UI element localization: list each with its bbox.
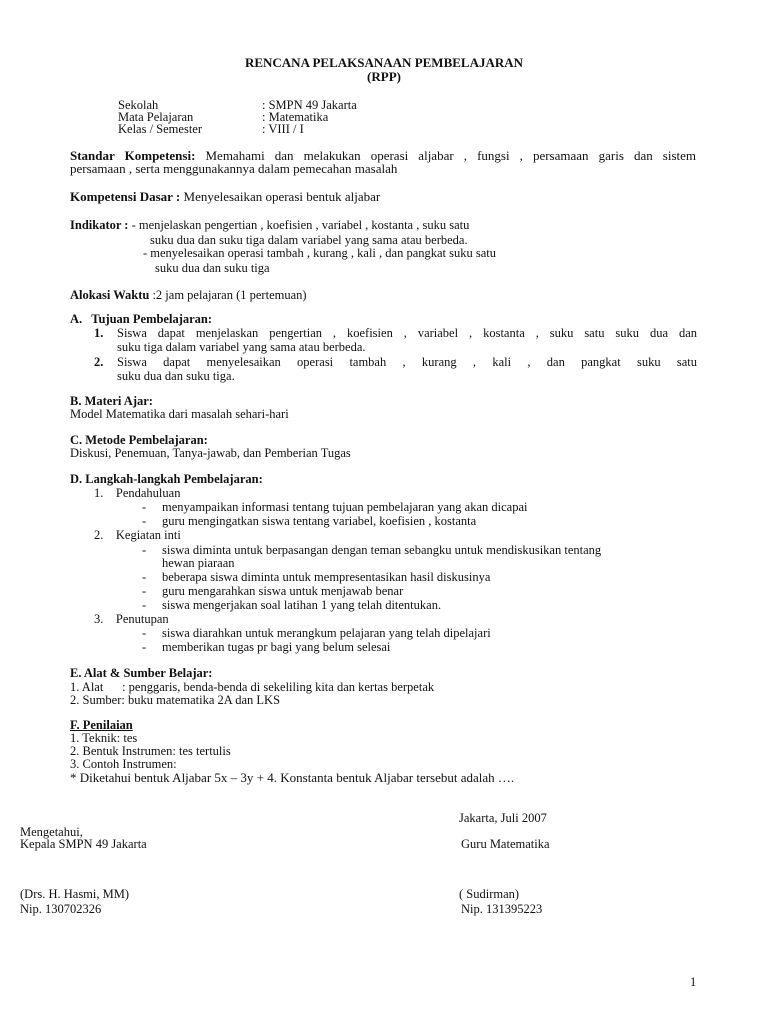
sign-right-name: ( Sudirman) xyxy=(459,887,520,901)
langkah-p2-item2: beberapa siswa diminta untuk mempresentasikan hasil diskusinya xyxy=(162,570,491,584)
metode-heading: C. Metode Pembelajaran: xyxy=(70,433,208,447)
metode-text: Diskusi, Penemuan, Tanya-jawab, dan Pemberian Tugas xyxy=(70,446,351,460)
indikator-item2-line2: suku dua dan suku tiga xyxy=(155,261,270,275)
page-subtitle: (RPP) xyxy=(367,69,401,84)
indikator-item1-line2: suku dua dan suku tiga dalam variabel yang sama atau berbeda. xyxy=(150,233,468,247)
alat-line2: 2. Sumber: buku matematika 2A dan LKS xyxy=(70,693,281,707)
sign-left-line2: Kepala SMPN 49 Jakarta xyxy=(20,837,147,851)
langkah-p2-item3: guru mengarahkan siswa untuk menjawab benar xyxy=(162,584,404,598)
langkah-p2-item1-cont: hewan piaraan xyxy=(162,556,235,570)
langkah-dash: - xyxy=(142,570,147,584)
sign-right-role: Guru Matematika xyxy=(461,837,550,851)
alat-line1: 1. Alat : penggaris, benda-benda di sekeliling kita dan kertas berpetak xyxy=(70,680,435,694)
kompetensi-text: Menyelesaikan operasi bentuk aljabar xyxy=(183,189,381,204)
indikator-line1 xyxy=(70,218,469,232)
indikator-label: Indikator : xyxy=(70,218,129,232)
tujuan-item2-num: 2. xyxy=(94,355,104,369)
sign-left-nip: Nip. 130702326 xyxy=(20,902,102,916)
langkah-dash: - xyxy=(142,514,147,528)
langkah-p3-item1: siswa diarahkan untuk merangkum pelajaran yang telah dipelajari xyxy=(162,626,491,640)
penilaian-line3: 3. Contoh Instrumen: xyxy=(70,757,177,771)
penilaian-line2: 2. Bentuk Instrumen: tes tertulis xyxy=(70,744,231,758)
langkah-p2-item1: siswa diminta untuk berpasangan dengan teman sebangku untuk mendiskusikan tentang xyxy=(162,543,602,557)
langkah-dash: - xyxy=(142,500,147,514)
penilaian-line1: 1. Teknik: tes xyxy=(70,731,138,745)
langkah-dash: - xyxy=(142,626,147,640)
kompetensi-label: Kompetensi Dasar : xyxy=(70,189,181,204)
indikator-item2-line1: - menyelesaikan operasi tambah , kurang , kali , dan pangkat suku satu xyxy=(143,246,497,260)
identity-label-school: Sekolah xyxy=(118,98,159,112)
tujuan-item1-num: 1. xyxy=(94,326,104,340)
alokasi-line xyxy=(70,288,307,302)
identity-label-class: Kelas / Semester xyxy=(118,122,203,136)
tujuan-heading: A. Tujuan Pembelajaran: xyxy=(70,312,213,326)
tujuan-item2-line1: Siswa dapat menyelesaikan operasi tambah , kurang , kali , dan pangkat suku satu xyxy=(117,355,697,369)
langkah-dash: - xyxy=(142,640,147,654)
materi-heading: B. Materi Ajar: xyxy=(70,394,153,408)
langkah-penutupan: 3. Penutupan xyxy=(94,612,169,626)
langkah-p1-item1: menyampaikan informasi tentang tujuan pembelajaran yang akan dicapai xyxy=(162,500,528,514)
langkah-p2-item4: siswa mengerjakan soal latihan 1 yang telah ditentukan. xyxy=(162,598,442,612)
materi-text: Model Matematika dari masalah sehari-hari xyxy=(70,407,289,421)
langkah-kegiatan-inti: 2. Kegiatan inti xyxy=(94,528,181,542)
sign-left-line1: Mengetahui, xyxy=(20,825,83,839)
langkah-pendahuluan: 1. Pendahuluan xyxy=(94,486,181,500)
place-date: Jakarta, Juli 2007 xyxy=(459,811,547,825)
identity-value-class: : VIII / I xyxy=(262,122,304,136)
identity-value-school: : SMPN 49 Jakarta xyxy=(262,98,357,112)
standar-line2: persamaan , serta menggunakannya dalam pemecahan masalah xyxy=(70,161,398,176)
tujuan-item2-line2: suku dua dan suku tiga. xyxy=(117,369,235,383)
identity-label-subject: Mata Pelajaran xyxy=(118,110,194,124)
kompetensi-line xyxy=(70,190,380,204)
page-title: RENCANA PELAKSANAAN PEMBELAJARAN xyxy=(244,55,524,70)
langkah-dash: - xyxy=(142,584,147,598)
tujuan-item1-line2: suku tiga dalam variabel yang sama atau berbeda. xyxy=(117,340,366,354)
penilaian-heading: F. Penilaian xyxy=(70,718,133,732)
page-number: 1 xyxy=(690,975,697,989)
tujuan-item1-line1: Siswa dapat menjelaskan pengertian , koefisien , variabel , kostanta , suku satu suku dua dan xyxy=(117,326,697,340)
standar-text-1: Memahami dan melakukan operasi aljabar , fungsi , persamaan garis dan sistem xyxy=(205,148,697,163)
identity-value-subject: : Matematika xyxy=(262,110,329,124)
sign-left-name: (Drs. H. Hasmi, MM) xyxy=(20,887,130,901)
langkah-dash: - xyxy=(142,543,147,557)
alokasi-label: Alokasi Waktu xyxy=(70,288,150,302)
langkah-dash: - xyxy=(142,598,147,612)
langkah-heading: D. Langkah-langkah Pembelajaran: xyxy=(70,472,263,486)
langkah-p1-item2: guru mengingatkan siswa tentang variabel, koefisien , kostanta xyxy=(162,514,477,528)
penilaian-question: * Diketahui bentuk Aljabar 5x – 3y + 4. Konstanta bentuk Aljabar tersebut adalah …. xyxy=(70,770,515,785)
alat-heading: E. Alat & Sumber Belajar: xyxy=(70,666,213,680)
indikator-item1-line1: - menjelaskan pengertian , koefisien , variabel , kostanta , suku satu xyxy=(131,218,470,232)
langkah-p3-item2: memberikan tugas pr bagi yang belum selesai xyxy=(162,640,391,654)
standar-label: Standar Kompetensi: xyxy=(70,148,196,163)
sign-right-nip: Nip. 131395223 xyxy=(461,902,543,916)
alokasi-text: :2 jam pelajaran (1 pertemuan) xyxy=(152,288,307,302)
